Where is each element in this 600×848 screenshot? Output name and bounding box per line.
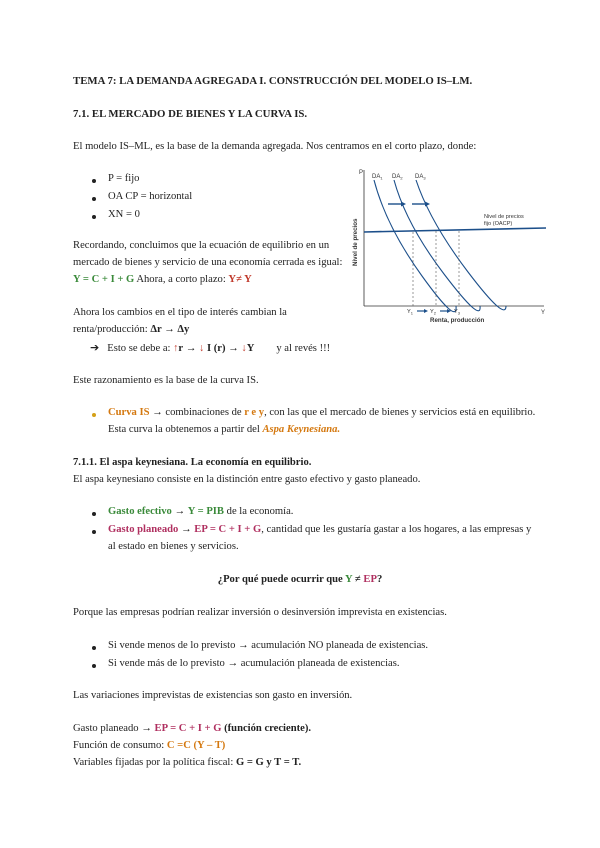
reverse-text: y al revés !!!: [276, 343, 331, 354]
recall-line-1: Recordando, concluimos que la ecuación de equilibrio en un: [73, 240, 330, 251]
question-y: Y: [345, 574, 353, 585]
equilibrium-equation: Y = C + I + G: [73, 274, 135, 285]
gasto-planeado-line-2: al estado en bienes y servicios.: [108, 541, 239, 552]
is-line2-text: Esta curva la obtenemos a partir del: [108, 424, 263, 435]
y2-label: $Y_2$: [430, 309, 436, 316]
gp-equation: EP = C + I + G: [154, 723, 222, 734]
gasto-planeado-label: Gasto planeado: [108, 524, 179, 535]
arrowhead-icon: [424, 309, 428, 313]
da1-label: $DA_1$: [372, 174, 383, 181]
fc-equation: C =C (Y – T): [166, 740, 226, 751]
gp-post: (función creciente).: [221, 723, 311, 734]
is-curve-label: Curva IS: [108, 407, 150, 418]
arrow-text: →: [178, 524, 195, 535]
gasto-planeado-item: [108, 524, 531, 535]
is-curve-line-1: [108, 407, 535, 418]
final-line-consumo: [73, 740, 225, 751]
arrow-right-icon: ➔: [90, 341, 100, 354]
bullet-icon: [92, 179, 96, 183]
investment-down: ↓ I (r): [199, 343, 226, 354]
delta-relation: Δr → Δy: [150, 324, 190, 335]
question-text: ¿Por qué puede ocurrir que: [217, 574, 345, 585]
fc-text: Función de consumo:: [73, 740, 167, 751]
gasto-planeado-rest: , cantidad que les gustaría gastar a los hogares, a las empresas y: [261, 524, 532, 535]
question-heading: [0, 574, 600, 585]
gp-text: Gasto planeado →: [73, 723, 155, 734]
rate-up: ↑r: [173, 343, 184, 354]
gasto-efectivo-rest: de la economía.: [224, 506, 294, 517]
section-heading-7-1-1: 7.1.1. El aspa keynesiana. La economía en equilibrio.: [73, 457, 312, 468]
vf-text: Variables fijadas por la política fiscal:: [73, 757, 236, 768]
oacp-label-1: Nivel de precios: [484, 214, 524, 220]
p-axis-label: P: [359, 170, 364, 176]
bullet-item-price: P = fijo: [108, 173, 140, 184]
da2-label: $DA_2$: [392, 174, 403, 181]
bullet-icon: [92, 197, 96, 201]
bullet-icon: [92, 646, 96, 650]
ad-fixed-price-chart: [344, 166, 554, 326]
basis-paragraph: Este razonamiento es la base de la curva IS.: [73, 375, 259, 386]
short-term-text: Ahora, a corto plazo:: [134, 274, 229, 285]
output-down: ↓Y: [241, 343, 255, 354]
bullet-sell-more: Si vende más de lo previsto → acumulación planeada de existencias.: [108, 658, 400, 669]
final-line-fiscal: [73, 757, 301, 768]
gasto-efectivo-item: [108, 506, 293, 517]
bullet-sell-less: Si vende menos de lo previsto → acumulación NO planeada de existencias.: [108, 640, 429, 651]
y3-label: $Y_3$: [454, 309, 460, 316]
is-curve-line-2: [108, 424, 340, 435]
variations-paragraph: Las variaciones imprevistas de existencias son gasto en inversión.: [73, 690, 353, 701]
changes-line-1: Ahora los cambios en el tipo de interés cambian la: [73, 307, 287, 318]
da3-curve: [416, 180, 506, 310]
question-ep: EP: [363, 574, 377, 585]
y-axis-end-label: Y: [541, 310, 546, 316]
bullet-item-xn: XN = 0: [108, 209, 140, 220]
is-arrow-text: → combinaciones de: [149, 407, 245, 418]
question-mark: ?: [376, 574, 383, 585]
bullet-icon: [92, 413, 96, 417]
vf-equation: G = G y T = T.: [235, 757, 302, 768]
arrow-text: →: [225, 343, 242, 354]
changes-line-2: [73, 324, 189, 335]
inequality: Y≠ Y: [228, 274, 252, 285]
gasto-planeado-eq: EP = C + I + G: [194, 524, 262, 535]
bullet-icon: [92, 530, 96, 534]
cause-text: Esto se debe a:: [107, 343, 174, 354]
aspa-intro-paragraph: El aspa keynesiano consiste en la distinción entre gasto efectivo y gasto planeado.: [73, 474, 421, 485]
da2-curve: [394, 180, 480, 311]
oacp-line: [364, 228, 546, 232]
aspa-keynesiana-label: Aspa Keynesiana.: [262, 424, 341, 435]
document-title: TEMA 7: LA DEMANDA AGREGADA I. CONSTRUCCIÓN DEL MODELO IS–LM.: [73, 75, 473, 87]
changes-text: renta/producción:: [73, 324, 151, 335]
section-heading-7-1: 7.1. EL MERCADO DE BIENES Y LA CURVA IS.: [73, 108, 308, 120]
final-line-gasto-planeado: [73, 723, 311, 734]
recall-line-2: mercado de bienes y servicio de una economía cerrada es igual:: [73, 257, 343, 268]
intro-paragraph: El modelo IS–ML, es la base de la demanda agregada. Nos centramos en el corto plazo, donde:: [73, 141, 477, 152]
answer-paragraph: Porque las empresas podrían realizar inversión o desinversión imprevista en existencias.: [73, 607, 447, 618]
bullet-icon: [92, 664, 96, 668]
changes-line-3: [90, 341, 330, 354]
y-axis-title: Nivel de precios: [352, 218, 359, 266]
gasto-efectivo-label: Gasto efectivo: [108, 506, 172, 517]
oacp-label-2: fijo (OACP): [484, 221, 513, 227]
da1-curve: [374, 180, 456, 312]
arrow-text: →: [183, 343, 200, 354]
recall-line-3: [73, 274, 252, 285]
y1-label: $Y_1$: [407, 309, 413, 316]
question-ne: ≠: [352, 574, 364, 585]
r-y-label: r e y: [244, 407, 265, 418]
bullet-icon: [92, 512, 96, 516]
x-axis-title: Renta, producción: [430, 317, 485, 324]
is-rest-text: , con las que el mercado de bienes y servicios está en equilibrio.: [264, 407, 536, 418]
da3-label: $DA_3$: [415, 174, 426, 181]
bullet-icon: [92, 215, 96, 219]
bullet-item-oacp: OA CP = horizontal: [108, 191, 193, 202]
arrow-text: →: [171, 506, 188, 517]
arrowhead-icon: [425, 202, 430, 207]
gasto-efectivo-eq: Y = PIB: [187, 506, 224, 517]
